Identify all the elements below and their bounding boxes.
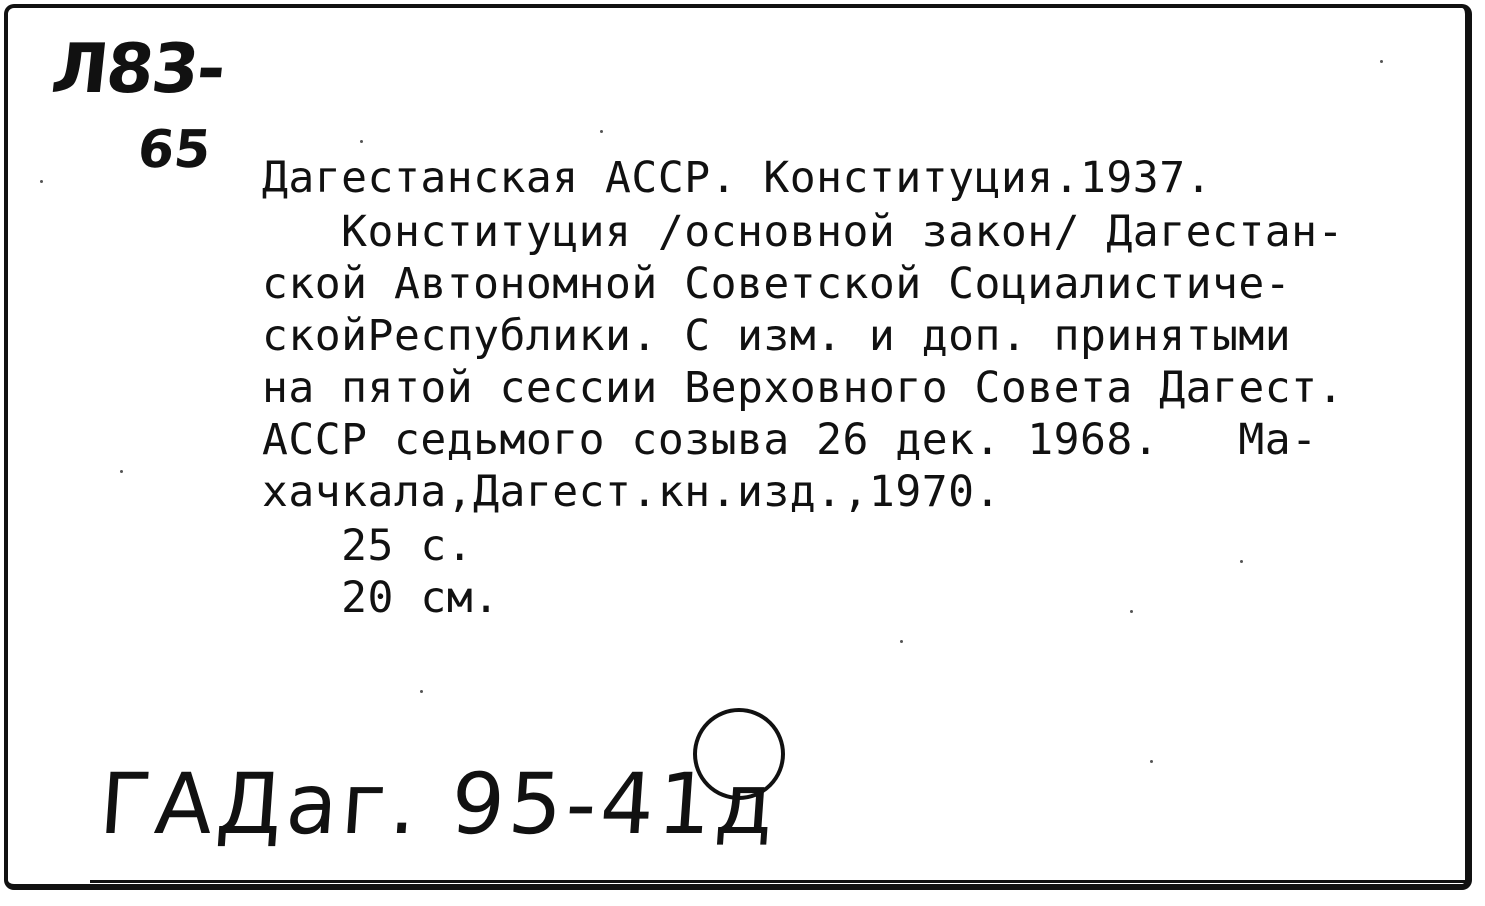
card-text-line: скойРеспублики. С изм. и доп. принятыми — [262, 311, 1292, 361]
speck — [1380, 60, 1383, 63]
card-text-line: на пятой сессии Верховного Совета Дагест. — [262, 363, 1344, 413]
shelf-mark-top: Л83- — [47, 30, 228, 109]
speck — [360, 140, 363, 143]
handwritten-archive-note: ГАДаг. 95-41д — [96, 755, 781, 853]
speck — [1240, 560, 1243, 563]
card-text-line: АССР седьмого созыва 26 дек. 1968. Ма- — [262, 415, 1318, 465]
speck — [420, 690, 423, 693]
card-text-line: хачкала,Дагест.кн.изд.,1970. — [262, 467, 1001, 517]
page-count: 25 с. — [262, 521, 474, 571]
shelf-mark-bottom: 65 — [134, 120, 214, 180]
speck — [600, 130, 603, 133]
book-size: 20 см. — [262, 573, 500, 623]
card-heading: Дагестанская АССР. Конституция.1937. — [262, 153, 1212, 203]
speck — [40, 180, 43, 183]
speck — [1130, 610, 1133, 613]
card-text-line: ской Автономной Советской Социалистиче- — [262, 259, 1292, 309]
card-text-line: Конституция /основной закон/ Дагестан- — [262, 207, 1344, 257]
speck — [900, 640, 903, 643]
bottom-rule — [90, 880, 1470, 883]
speck — [120, 470, 123, 473]
stamp-circle — [693, 708, 785, 800]
speck — [1150, 760, 1153, 763]
